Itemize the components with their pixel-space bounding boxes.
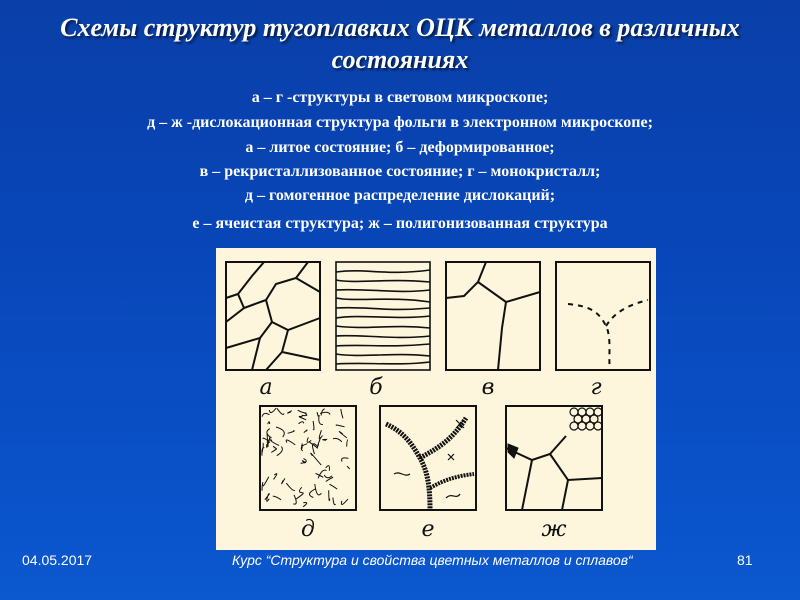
caption-line-5: д – гомогенное распределение дислокаций; [244,187,556,204]
panel-v-recrystallized-structure [446,262,540,370]
panel-label-d: д [301,517,315,542]
panel-d-homogeneous-dislocations [260,406,356,510]
panel-a-cast-structure [226,262,320,370]
caption-line-1: а – г -структуры в световом микроскопе; [251,89,549,106]
panel-label-g: г [590,375,602,400]
microstructure-figure [216,248,656,550]
panel-label-zh: ж [541,517,567,542]
caption-line-3: а – литое состояние; б – деформированное; [245,139,555,156]
caption-line-4: в – рекристаллизованное состояние; г – монокристалл; [199,163,601,180]
panel-label-v: в [481,375,495,400]
panel-g-monocrystal-structure [556,262,650,370]
footer-course-title: Курс “Структура и свойства цветных металлов и сплавов“ [232,552,633,568]
panel-zh-polygonized-structure [506,406,602,510]
panel-label-a: а [259,375,273,400]
footer-date: 04.05.2017 [22,552,93,568]
panel-label-e: е [421,517,435,542]
caption-line-2: д – ж -дислокационная структура фольги в электронном микроскопе; [147,114,653,131]
slide-title: Схемы структур тугоплавких ОЦК металлов в различных состояниях [60,13,740,74]
panel-label-b: б [369,375,383,400]
page-number: 81 [737,552,753,568]
panel-e-cellular-structure [380,406,476,510]
caption-line-6: е – ячеистая структура; ж – полигонизованная структура [192,215,608,232]
panel-b-deformed-structure [336,262,430,370]
dislocation-lines [262,408,350,507]
